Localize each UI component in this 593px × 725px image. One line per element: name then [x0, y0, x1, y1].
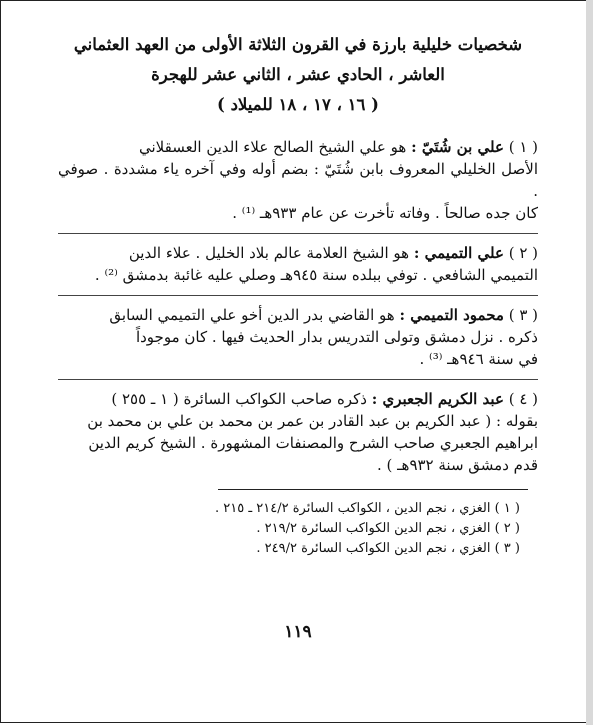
entry-name: علي التميمي :: [413, 244, 504, 262]
entry-number: ( ٣ ): [508, 306, 538, 324]
title-line-1: شخصيات خليلية بارزة في القرون الثلاثة الأولى من العهد العثماني: [73, 35, 523, 54]
entry-2: [58, 242, 538, 296]
entry-line: [58, 304, 538, 326]
entry-line: كان جده صالحاً . وفاته تأخرت عن عام ٩٣٣هـ ⁽¹⁾ .: [232, 204, 538, 222]
footnote-rule: [218, 489, 528, 490]
entry-line: [58, 136, 538, 158]
entry-text: هو الشيخ العلامة عالم بلاد الخليل . علاء الدين: [128, 244, 410, 262]
entry-line: بقوله : ( عبد الكريم بن عبد القادر بن عمر بن محمد بن علي بن محمد بن: [87, 412, 538, 430]
entry-name: عبد الكريم الجعبري :: [371, 390, 504, 408]
title-line-2: العاشر ، الحادي عشر ، الثاني عشر للهجرة: [151, 65, 445, 84]
entry-number: ( ٤ ): [508, 390, 538, 408]
entry-line: [58, 242, 538, 264]
entry-3: [58, 304, 538, 380]
entry-1: [58, 136, 538, 234]
entry-text: ذكره صاحب الكواكب السائرة ( ١ ـ ٢٥٥ ): [111, 390, 367, 408]
entry-line: ابراهيم الجعبري صاحب الشرح والمصنفات المشهورة . الشيخ كريم الدين: [88, 434, 538, 452]
footnote-2: ( ٢ ) الغزي ، نجم الدين الكواكب السائرة ٢١٩/٢ .: [256, 521, 520, 536]
entry-name: علي بن شُتَيّ :: [411, 138, 504, 156]
entry-number: ( ١ ): [508, 138, 538, 156]
entry-divider: [58, 379, 538, 380]
footnote-1: ( ١ ) الغزي ، نجم الدين ، الكواكب السائرة ٢١٤/٢ ـ ٢١٥ .: [215, 501, 520, 516]
document-page: [58, 30, 538, 642]
entry-divider: [58, 233, 538, 234]
entry-line: الأصل الخليلي المعروف بابن شُتَيّ : بضم أوله وفي آخره ياء مشددة . صوفي .: [58, 160, 538, 200]
footnote-3: ( ٣ ) الغزي ، نجم الدين الكواكب السائرة ٢٤٩/٢ .: [256, 541, 520, 556]
entry-4: [58, 388, 538, 476]
entry-text: هو علي الشيخ الصالح علاء الدين العسقلاني: [139, 138, 407, 156]
entry-line: ذكره . نزل دمشق وتولى التدريس بدار الحديث فيها . كان موجوداً: [135, 328, 538, 346]
entry-name: محمود التميمي :: [399, 306, 504, 324]
entry-text: هو القاضي بدر الدين أخو علي التميمي السابق: [109, 306, 395, 324]
entry-divider: [58, 295, 538, 296]
title-line-3: ( ١٦ ، ١٧ ، ١٨ للميلاد ): [217, 95, 379, 114]
entry-line: التميمي الشافعي . توفي ببلده سنة ٩٤٥هـ وصلي عليه غائبة بدمشق ⁽²⁾ .: [94, 266, 538, 284]
page-edge-shadow: [586, 0, 593, 725]
page-number: ١١٩: [284, 622, 312, 642]
entry-line: قدم دمشق سنة ٩٣٢هـ ) .: [376, 456, 538, 474]
entry-line: [58, 388, 538, 410]
entry-number: ( ٢ ): [508, 244, 538, 262]
entry-line: في سنة ٩٤٦هـ ⁽³⁾ .: [419, 350, 538, 368]
